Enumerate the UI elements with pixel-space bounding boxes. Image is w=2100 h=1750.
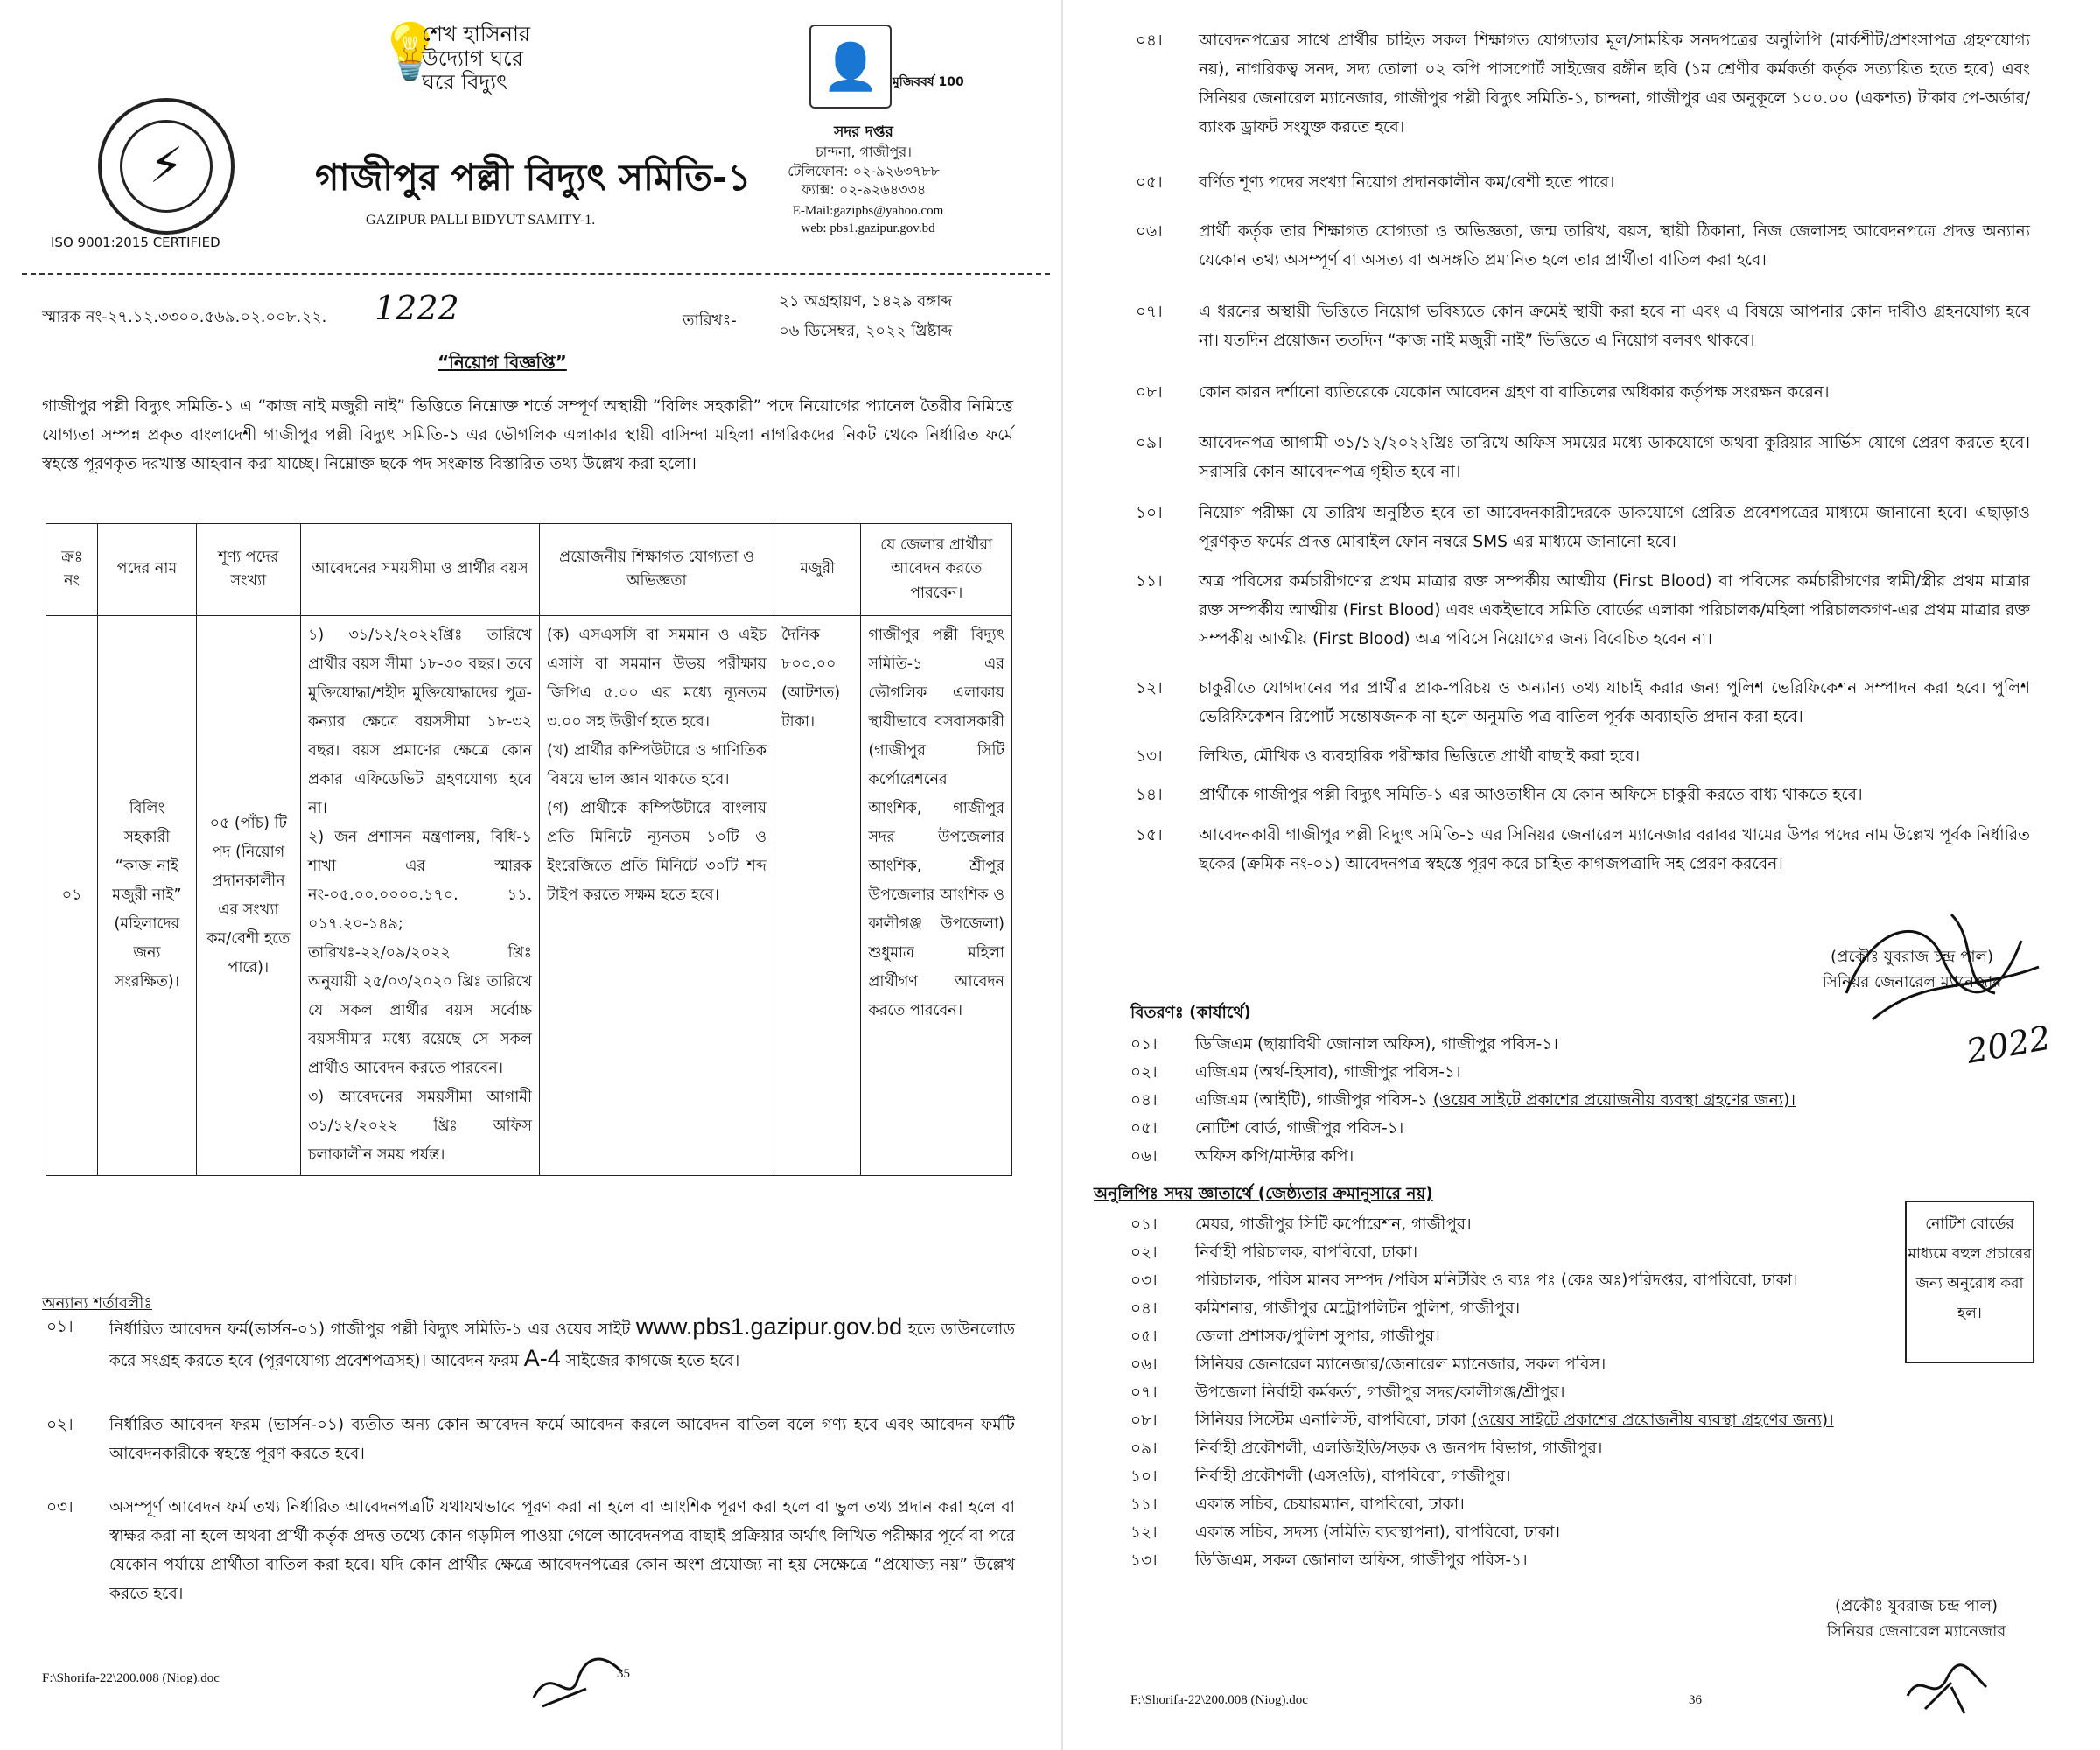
item-number: ১০। xyxy=(1130,1467,1158,1486)
condition-number: ০৪। xyxy=(1136,32,1163,50)
item-number: ০১। xyxy=(1130,1215,1158,1234)
mujib-badge: মুজিববর্ষ 100 xyxy=(892,75,964,89)
edu-rule-b: (খ) প্রার্থীর কম্পিউটারে ও গাণিতিক বিষয়ে ভাল জ্ঞান থাকতে হবে। xyxy=(547,742,766,788)
signature-block-1 xyxy=(1785,945,2039,996)
item-number: ০৪। xyxy=(1130,1299,1158,1318)
footer-file-path: F:\Shorifa-22\200.008 (Niog).doc xyxy=(1130,1693,1308,1707)
condition-number: ০৮। xyxy=(1136,383,1163,402)
item-number: ০৪। xyxy=(1130,1091,1158,1110)
cell-deadline-age xyxy=(301,616,540,1176)
condition-item xyxy=(1136,217,2030,275)
condition-number: ১৪। xyxy=(1136,786,1163,804)
list-item xyxy=(1130,1463,1918,1491)
contact-block xyxy=(754,203,982,237)
office-address-block xyxy=(754,122,973,200)
condition-text: আবেদনপত্রের সাথে প্রার্থীর চাহিত সকল শিক্ষাগত যোগ্যতার মূল/সাময়িক সনদপত্রের অনুলিপি (মার্কশীট/প্রশংসাপত্র গ্রহণযোগ্য নয়), নাগরিকত্ব সনদ, সদ্য তোলা ০২ কপি পাসপোর্ট সাইজের রঙ্গীন ছবি (১ম শ্রেণীর কর্মকর্তা কর্তৃক সত্যায়িত হতে হবে) এবং সিনিয়র জেনারেল ম্যানেজার, গাজীপুর পল্লী বিদ্যুৎ সমিতি-১, চান্দনা, গাজীপুর এর অনুকূলে ১০০.০০ (একশত) টাকার পে-অর্ডার/ব্যাংক ড্রাফট সংযুক্ত করতে হবে। xyxy=(1199,32,2030,136)
cell-district: গাজীপুর পল্লী বিদ্যুৎ সমিতি-১ এর ভৌগলিক এলাকায় স্থায়ীভাবে বসবাসকারী (গাজীপুর সিটি কর্পোরেশনের আংশিক, গাজীপুর সদর উপজেলার আংশিক, শ্রীপুর উপজেলার আংশিক ও কালীগঞ্জ উপজেলা) শুধুমাত্র মহিলা প্রার্থীগণ আবেদন করতে পারবেন। xyxy=(861,616,1012,1176)
table-header-row xyxy=(46,524,1012,616)
col-district: যে জেলার প্রার্থীরা আবেদন করতে পারবেন। xyxy=(861,524,1012,616)
condition-number: ০৯। xyxy=(1136,434,1163,452)
intro-paragraph: গাজীপুর পল্লী বিদ্যুৎ সমিতি-১ এ “কাজ নাই মজুরী নাই” ভিত্তিতে নিম্নোক্ত শর্তে সম্পূর্ণ অস্থায়ী “বিলিং সহকারী” পদে নিয়োগের প্যানেল তৈরীর নিমিত্তে যোগ্যতা সম্পন্ন প্রকৃত বাংলাদেশী গাজীপুর পল্লী বিদ্যুৎ সমিতি-১ এর ভৌগলিক এলাকার স্থায়ী বাসিন্দা মহিলা নাগরিকদের নিকট থেকে নির্ধারিত ফর্মে স্বহস্তে পূরণকৃত দরখাস্ত আহবান করা যাচ্ছে। নিম্নোক্ত ছকে পদ সংক্রান্ত বিস্তারিত তথ্য উল্লেখ করা হলো। xyxy=(42,397,1013,473)
condition-item xyxy=(1136,742,2030,771)
condition-item xyxy=(1136,821,2030,878)
condition-item xyxy=(1136,26,2030,142)
job-table xyxy=(46,523,1012,1176)
item-number: ১১। xyxy=(1130,1495,1158,1514)
list-item xyxy=(1130,1087,1918,1115)
initial-signature-icon xyxy=(525,1645,630,1715)
list-item xyxy=(1130,1239,1918,1267)
condition-number: ০৩। xyxy=(46,1498,74,1516)
condition-text: আবেদনকারী গাজীপুর পল্লী বিদ্যুৎ সমিতি-১ এর সিনিয়র জেনারেল ম্যানেজার বরাবর খামের উপর পদের নাম উল্লেখ পূর্বক নির্ধারিত ছকের (ক্রমিক নং-০১) আবেদনপত্র স্বহস্তে পূরণ করে চাহিত কাগজপত্রাদি সহ প্রেরণ করবেন। xyxy=(1199,826,2030,873)
item-text: একান্ত সচিব, চেয়ারম্যান, বাপবিবো, ঢাকা। xyxy=(1195,1495,1465,1514)
condition-text: লিখিত, মৌখিক ও ব্যবহারিক পরীক্ষার ভিত্তিতে প্রার্থী বাছাই করা হবে। xyxy=(1199,747,1641,766)
signatory-title: সিনিয়র জেনারেল ম্যানেজার xyxy=(1826,1621,2006,1641)
age-rule-2: ২) জন প্রশাসন মন্ত্রণালয়, বিধি-১ শাখা এর স্মারক নং-০৫.০০.০০০০.১৭০. ১১. ০১৭.২০-১৪৯; তারিখঃ-২২/০৯/২০২২ খ্রিঃ অনুযায়ী ২৫/০৩/২০২০ খ্রিঃ তারিখে যে সকল প্রার্থীর বয়স সর্বোচ্চ বয়সসীমার মধ্যে রয়েছে সে সকল প্রার্থীও আবেদন করতে পারবেন। xyxy=(308,829,533,1077)
item-text: ডিজিএম, সকল জোনাল অফিস, গাজীপুর পবিস-১। xyxy=(1195,1551,1528,1570)
item-number: ১২। xyxy=(1130,1523,1158,1542)
condition-item xyxy=(46,1410,1015,1468)
cell-wage: দৈনিক ৮০০.০০ (আটশত) টাকা। xyxy=(774,616,860,1176)
col-deadline-age: আবেদনের সময়সীমা ও প্রার্থীর বয়স xyxy=(301,524,540,616)
condition-item xyxy=(1136,429,2030,486)
bulb-icon: 💡 xyxy=(376,19,444,83)
list-item xyxy=(1130,1407,1918,1435)
condition-number: ১১। xyxy=(1136,572,1163,591)
conditions-title: অন্যান্য শর্তাবলীঃ xyxy=(42,1294,153,1312)
condition-item xyxy=(1136,298,2030,355)
memo-handwritten-number: 1222 xyxy=(374,289,459,327)
date-label: তারিখঃ- xyxy=(682,312,737,330)
date-bangla: ২১ অগ্রহায়ণ, ১৪২৯ বঙ্গাব্দ xyxy=(779,292,953,311)
condition-text: নির্ধারিত আবেদন ফর্ম(ভার্সন-০১) গাজীপুর পল্লী বিদ্যুৎ সমিতি-১ এর ওয়েব সাইট xyxy=(109,1320,631,1339)
portrait-icon: 👤 xyxy=(809,24,892,108)
list-item xyxy=(1130,1295,1918,1323)
list-item xyxy=(1130,1547,1918,1575)
condition-text: অসম্পূর্ণ আবেদন ফর্ম তথ্য নির্ধারিত আবেদনপত্রটি যথাযথভাবে পূরণ করা না হলে বা আংশিক পূরণ করা হলে বা ভুল তথ্য প্রদান করা হলে বা স্বাক্ষর করা না হলে অথবা প্রার্থী কর্তৃক প্রদত্ত তথ্যে কোন গড়মিল পাওয়া গেলে আবেদনপত্র বাছাই প্রক্রিয়ার অর্থাৎ লিখিত পরীক্ষার পূর্বে বা পরে যেকোন পর্যায়ে প্রার্থীতা বাতিল করা হবে। যদি কোন প্রার্থীর ক্ষেত্রে আবেদনপত্রের কোন অংশ প্রযোজ্য না হয় সেক্ষেত্রে “প্রযোজ্য নয়” উল্লেখ করতে হবে। xyxy=(109,1498,1015,1603)
item-text: জেলা প্রশাসক/পুলিশ সুপার, গাজীপুর। xyxy=(1195,1327,1440,1346)
item-text: এজিএম (আইটি), গাজীপুর পবিস-১ xyxy=(1195,1091,1428,1110)
condition-item xyxy=(46,1493,1015,1608)
table-row xyxy=(46,616,1012,1176)
signatory-name: (প্রকৌঃ যুবরাজ চন্দ্র পাল) xyxy=(1835,1597,1998,1615)
condition-item xyxy=(1136,168,2030,197)
condition-text: এ ধরনের অস্থায়ী ভিত্তিতে নিয়োগ ভবিষ্যতে কোন ক্রমেই স্থায়ী করা হবে না এবং এ বিষয়ে আপনার কোন দাবীও গ্রহনযোগ্য হবে না। যতদিন প্রয়োজন ততদিন “কাজ নাই মজুরী নাই” ভিত্তিতে এ নিয়োগ বলবৎ থাকবে। xyxy=(1199,303,2030,350)
item-text: নির্বাহী পরিচালক, বাপবিবো, ঢাকা। xyxy=(1195,1243,1418,1262)
condition-text: কোন কারন দর্শানো ব্যতিরেকে যেকোন আবেদন গ্রহণ বা বাতিলের অধিকার কর্তৃপক্ষ সংরক্ষন করেন। xyxy=(1199,383,1830,402)
pbs-logo xyxy=(98,98,234,234)
cell-serial: ০১ xyxy=(46,616,98,1176)
col-post: পদের নাম xyxy=(98,524,196,616)
date-block xyxy=(682,287,952,346)
list-item xyxy=(1130,1491,1918,1519)
header-divider xyxy=(22,273,1050,275)
item-number: ০৮। xyxy=(1130,1411,1158,1430)
condition-item xyxy=(1136,378,2030,407)
list-item xyxy=(1130,1031,1918,1059)
list-item xyxy=(1130,1379,1918,1407)
item-text: নির্বাহী প্রকৌশলী (এসওডি), বাপবিবো, গাজীপুর। xyxy=(1195,1467,1511,1486)
list-item xyxy=(1130,1115,1918,1143)
condition-number: ১০। xyxy=(1136,504,1163,522)
list-item xyxy=(1130,1143,1918,1171)
lightning-icon: ⚡ xyxy=(149,137,184,194)
item-number: ০৩। xyxy=(1130,1271,1158,1290)
item-number: ০৫। xyxy=(1130,1327,1158,1346)
notice-title: “নিয়োগ বিজ্ঞপ্তি” xyxy=(438,352,567,373)
slogan: শেখ হাসিনার উদ্যোগ ঘরে ঘরে বিদ্যুৎ xyxy=(422,22,531,95)
condition-text: হতে ডাউনলোড করে সংগ্রহ করতে হবে (পূরণযোগ্য প্রবেশপত্রসহ)। আবেদন ফরম xyxy=(109,1320,1015,1370)
condition-number: ১৩। xyxy=(1136,747,1163,766)
item-text: উপজেলা নির্বাহী কর্মকর্তা, গাজীপুর সদর/কালীগঞ্জ/শ্রীপুর। xyxy=(1195,1383,1565,1402)
condition-text: বর্ণিত শূণ্য পদের সংখ্যা নিয়োগ প্রদানকালীন কম/বেশী হতে পারে। xyxy=(1199,173,1615,192)
condition-item xyxy=(1136,567,2030,654)
cell-vacancy: ০৫ (পাঁচ) টি পদ (নিয়োগ প্রদানকালীন এর সংখ্যা কম/বেশী হতে পারে)। xyxy=(196,616,300,1176)
cell-post: বিলিং সহকারী “কাজ নাই মজুরী নাই” (মহিলাদের জন্য সংরক্ষিত)। xyxy=(98,616,196,1176)
iso-certification: ISO 9001:2015 CERTIFIED xyxy=(51,234,220,250)
item-text: পরিচালক, পবিস মানব সম্পদ /পবিস মনিটরিং ও ব্যঃ পঃ (কেঃ অঃ)পরিদপ্তর, বাপবিবো, ঢাকা। xyxy=(1195,1271,1798,1290)
list-item xyxy=(1130,1059,1918,1087)
item-number: ০২। xyxy=(1130,1063,1158,1082)
distribution-title: বিতরণঃ (কার্যার্থে) xyxy=(1130,1004,1251,1022)
org-name-bangla: গাজীপুর পল্লী বিদ্যুৎ সমিতি-১ xyxy=(315,156,752,199)
condition-text: প্রার্থীকে গাজীপুর পল্লী বিদ্যুৎ সমিতি-১ এর আওতাধীন যে কোন অফিসে চাকুরী করতে বাধ্য থাকতে হবে। xyxy=(1199,786,1863,804)
item-number: ০৯। xyxy=(1130,1439,1158,1458)
office-title: সদর দপ্তর xyxy=(834,123,893,141)
copy-list xyxy=(1130,1211,1918,1575)
condition-text: প্রার্থী কর্তৃক তার শিক্ষাগত যোগ্যতা ও অভিজ্ঞতা, জন্ম তারিখ, বয়স, স্থায়ী ঠিকানা, নিজ জেলাসহ আবেদনপত্রে প্রদত্ত অন্যান্য যেকোন তথ্য অসম্পূর্ণ বা অসত্য বা অসঙ্গতি প্রমানিত হলে তার প্রার্থীতা বাতিল করা হবে। xyxy=(1199,222,2030,270)
item-note: (ওয়েব সাইটে প্রকাশের প্রয়োজনীয় ব্যবস্থা গ্রহণের জন্য)। xyxy=(1432,1091,1796,1110)
condition-number: ১২। xyxy=(1136,679,1163,697)
item-number: ০৫। xyxy=(1130,1119,1158,1138)
age-rule-3: ৩) আবেদনের সময়সীমা আগামী ৩১/১২/২০২২ খ্রিঃ অফিস চলাকালীন সময় পর্যন্ত। xyxy=(308,1088,533,1164)
memo-number: স্মারক নং-২৭.১২.৩৩০০.৫৬৯.০২.০০৮.২২. xyxy=(42,308,327,326)
item-text: নির্বাহী প্রকৌশলী, এলজিইডি/সড়ক ও জনপদ বিভাগ, গাজীপুর। xyxy=(1195,1439,1603,1458)
condition-text: সাইজের কাগজে হতে হবে। xyxy=(565,1352,740,1370)
page-number: 36 xyxy=(1689,1693,1702,1707)
condition-text: আবেদনপত্র আগামী ৩১/১২/২০২২খ্রিঃ তারিখে অফিস সময়ের মধ্যে ডাকযোগে অথবা কুরিয়ার সার্ভিস যোগে প্রেরণ করতে হবে। সরাসরি কোন আবেদনপত্র গৃহীত হবে না। xyxy=(1199,434,2030,481)
edu-rule-c: (গ) প্রার্থীকে কম্পিউটারে বাংলায় প্রতি মিনিটে ন্যূনতম ১০টি ও ইংরেজিতে প্রতি মিনিটে ৩০টি শব্দ টাইপ করতে সক্ষম হতে হবে। xyxy=(547,800,766,904)
website: web: pbs1.gazipur.gov.bd xyxy=(801,220,935,235)
condition-number: ০১। xyxy=(46,1318,74,1336)
signatory-title: সিনিয়র জেনারেল ম্যানেজার xyxy=(1822,972,2002,991)
item-number: ১৩। xyxy=(1130,1551,1158,1570)
condition-text: নির্ধারিত আবেদন ফরম (ভার্সন-০১) ব্যতীত অন্য কোন আবেদন ফর্মে আবেদন করলে আবেদন বাতিল বলে গণ্য হবে এবং আবেদন ফর্মটি আবেদনকারীকে স্বহস্তে পূরণ করতে হবে। xyxy=(109,1416,1015,1463)
item-text: একান্ত সচিব, সদস্য (সমিতি ব্যবস্থাপনা), বাপবিবো, ঢাকা। xyxy=(1195,1523,1560,1542)
item-text: এজিএম (অর্থ-হিসাব), গাজীপুর পবিস-১। xyxy=(1195,1063,1461,1082)
date-english: ০৬ ডিসেম্বর, ২০২২ খ্রিষ্টাব্দ xyxy=(779,322,953,341)
footer-file-path: F:\Shorifa-22\200.008 (Niog).doc xyxy=(42,1671,220,1685)
signatory-name: (প্রকৌঃ যুবরাজ চন্দ্র পাল) xyxy=(1830,948,1993,966)
office-phone: টেলিফোন: ০২-৯২৬৩৭৮৮ xyxy=(788,162,940,179)
condition-number: ০৭। xyxy=(1136,303,1163,321)
col-education: প্রয়োজনীয় শিক্ষাগত যোগ্যতা ও অভিজ্ঞতা xyxy=(540,524,774,616)
copy-title: অনুলিপিঃ সদয় জ্ঞাতার্থে (জেষ্ঠ্যতার ক্রমানুসারে নয়) xyxy=(1094,1185,1433,1203)
condition-text: অত্র পবিসের কর্মচারীগণের প্রথম মাত্রার রক্ত সম্পর্কীয় আত্মীয় (First Blood) বা পবিসের কর্মচারীগণের স্বামী/স্ত্রীর প্রথম মাত্রার রক্ত সম্পর্কীয় আত্মীয় (First Blood) এবং একইভাবে সমিতি বোর্ডের এলাকা পরিচালক/মহিলা পরিচালকগণ-এর প্রথম মাত্রার রক্ত সম্পর্কীয় আত্মীয় (First Blood) অত্র পবিসে নিয়োগের জন্য বিবেচিত হবেন না। xyxy=(1199,572,2030,648)
list-item xyxy=(1130,1211,1918,1239)
age-rule-1: ১) ৩১/১২/২০২২খ্রিঃ তারিখে প্রার্থীর বয়স সীমা ১৮-৩০ বছর। তবে মুক্তিযোদ্ধা/শহীদ মুক্তিযোদ্ধাদের পুত্র-কন্যার ক্ষেত্রে বয়সসীমা ১৮-৩২ বছর। বয়স প্রমাণের ক্ষেত্রে কোন প্রকার এফিডেভিট গ্রহণযোগ্য হবে না। xyxy=(308,626,533,817)
list-item xyxy=(1130,1267,1918,1295)
list-item xyxy=(1130,1519,1918,1547)
condition-item xyxy=(1136,780,2030,809)
notice-board-box: নোটিশ বোর্ডের মাধ্যমে বহুল প্রচারের জন্য অনুরোধ করা হল। xyxy=(1905,1200,2034,1363)
item-text: কমিশনার, গাজীপুর মেট্রোপলিটন পুলিশ, গাজীপুর। xyxy=(1195,1299,1521,1318)
item-text: সিনিয়র জেনারেল ম্যানেজার/জেনারেল ম্যানেজার, সকল পবিস। xyxy=(1195,1355,1606,1374)
col-wage: মজুরী xyxy=(774,524,860,616)
condition-item xyxy=(1136,499,2030,556)
item-number: ০৭। xyxy=(1130,1383,1158,1402)
condition-number: ০৫। xyxy=(1136,173,1163,192)
list-item xyxy=(1130,1435,1918,1463)
condition-item xyxy=(1136,674,2030,732)
item-text: অফিস কপি/মাস্টার কপি। xyxy=(1195,1147,1354,1166)
item-text: নোটিশ বোর্ড, গাজীপুর পবিস-১। xyxy=(1195,1119,1404,1138)
item-text: মেয়র, গাজীপুর সিটি কর্পোরেশন, গাজীপুর। xyxy=(1195,1215,1472,1234)
condition-item xyxy=(46,1312,1015,1376)
org-name-english: GAZIPUR PALLI BIDYUT SAMITY-1. xyxy=(366,213,596,228)
signature-block-2 xyxy=(1794,1594,2039,1645)
item-number: ০৬। xyxy=(1130,1147,1158,1166)
condition-text: নিয়োগ পরীক্ষা যে তারিখ অনুষ্ঠিত হবে তা আবেদনকারীদেরকে ডাকযোগে প্রেরিত প্রবেশপত্রের মাধ্যমে জানানো হবে। এছাড়াও পূরণকৃত ফর্মের প্রদত্ত মোবাইল ফোন নম্বরে SMS এর মাধ্যমে জানানো হবে। xyxy=(1199,504,2030,551)
col-vacancy: শূণ্য পদের সংখ্যা xyxy=(196,524,300,616)
cell-education xyxy=(540,616,774,1176)
item-text: সিনিয়র সিস্টেম এনালিস্ট, বাপবিবো, ঢাকা xyxy=(1195,1411,1466,1430)
paper-size: A-4 xyxy=(523,1345,561,1371)
office-fax: ফ্যাক্স: ০২-৯২৬৪৩৩৪ xyxy=(801,181,927,199)
item-number: ০১। xyxy=(1130,1035,1158,1054)
distribution-list xyxy=(1130,1031,1918,1171)
office-address: চান্দনা, গাজীপুর। xyxy=(816,143,912,160)
condition-number: ০৬। xyxy=(1136,222,1163,241)
condition-number: ০২। xyxy=(46,1416,74,1434)
signature-date: 2022 xyxy=(1963,1018,2054,1071)
col-serial: ক্রঃ নং xyxy=(46,524,98,616)
email: E-Mail:gazipbs@yahoo.com xyxy=(792,204,944,218)
list-item xyxy=(1130,1351,1918,1379)
item-text: ডিজিএম (ছায়াবিথী জোনাল অফিস), গাজীপুর পবিস-১। xyxy=(1195,1035,1558,1054)
item-note: (ওয়েব সাইটে প্রকাশের প্রয়োজনীয় ব্যবস্থা গ্রহণের জন্য)। xyxy=(1471,1411,1834,1430)
item-number: ০৬। xyxy=(1130,1355,1158,1374)
website-url: www.pbs1.gazipur.gov.bd xyxy=(635,1313,903,1340)
condition-text: চাকুরীতে যোগদানের পর প্রার্থীর প্রাক-পরিচয় ও অন্যান্য তথ্য যাচাই করার জন্য পুলিশ ভেরিফিকেশন সম্পাদন করা হবে। পুলিশ ভেরিফিকেশন রিপোর্ট সন্তোষজনক না হলে অনুমতি পত্র বাতিল পূর্বক অব্যাহতি প্রদান করা হবে। xyxy=(1199,679,2030,726)
list-item xyxy=(1130,1323,1918,1351)
item-number: ০২। xyxy=(1130,1243,1158,1262)
edu-rule-a: (ক) এসএসসি বা সমমান ও এইচ এসসি বা সমমান উভয় পরীক্ষায় জিপিএ ৫.০০ এর মধ্যে ন্যূনতম ৩.০০ সহ উত্তীর্ণ হতে হবে। xyxy=(547,626,766,731)
condition-number: ১৫। xyxy=(1136,826,1163,844)
page-number: 35 xyxy=(617,1667,630,1681)
initial-signature-icon xyxy=(1899,1652,1995,1722)
